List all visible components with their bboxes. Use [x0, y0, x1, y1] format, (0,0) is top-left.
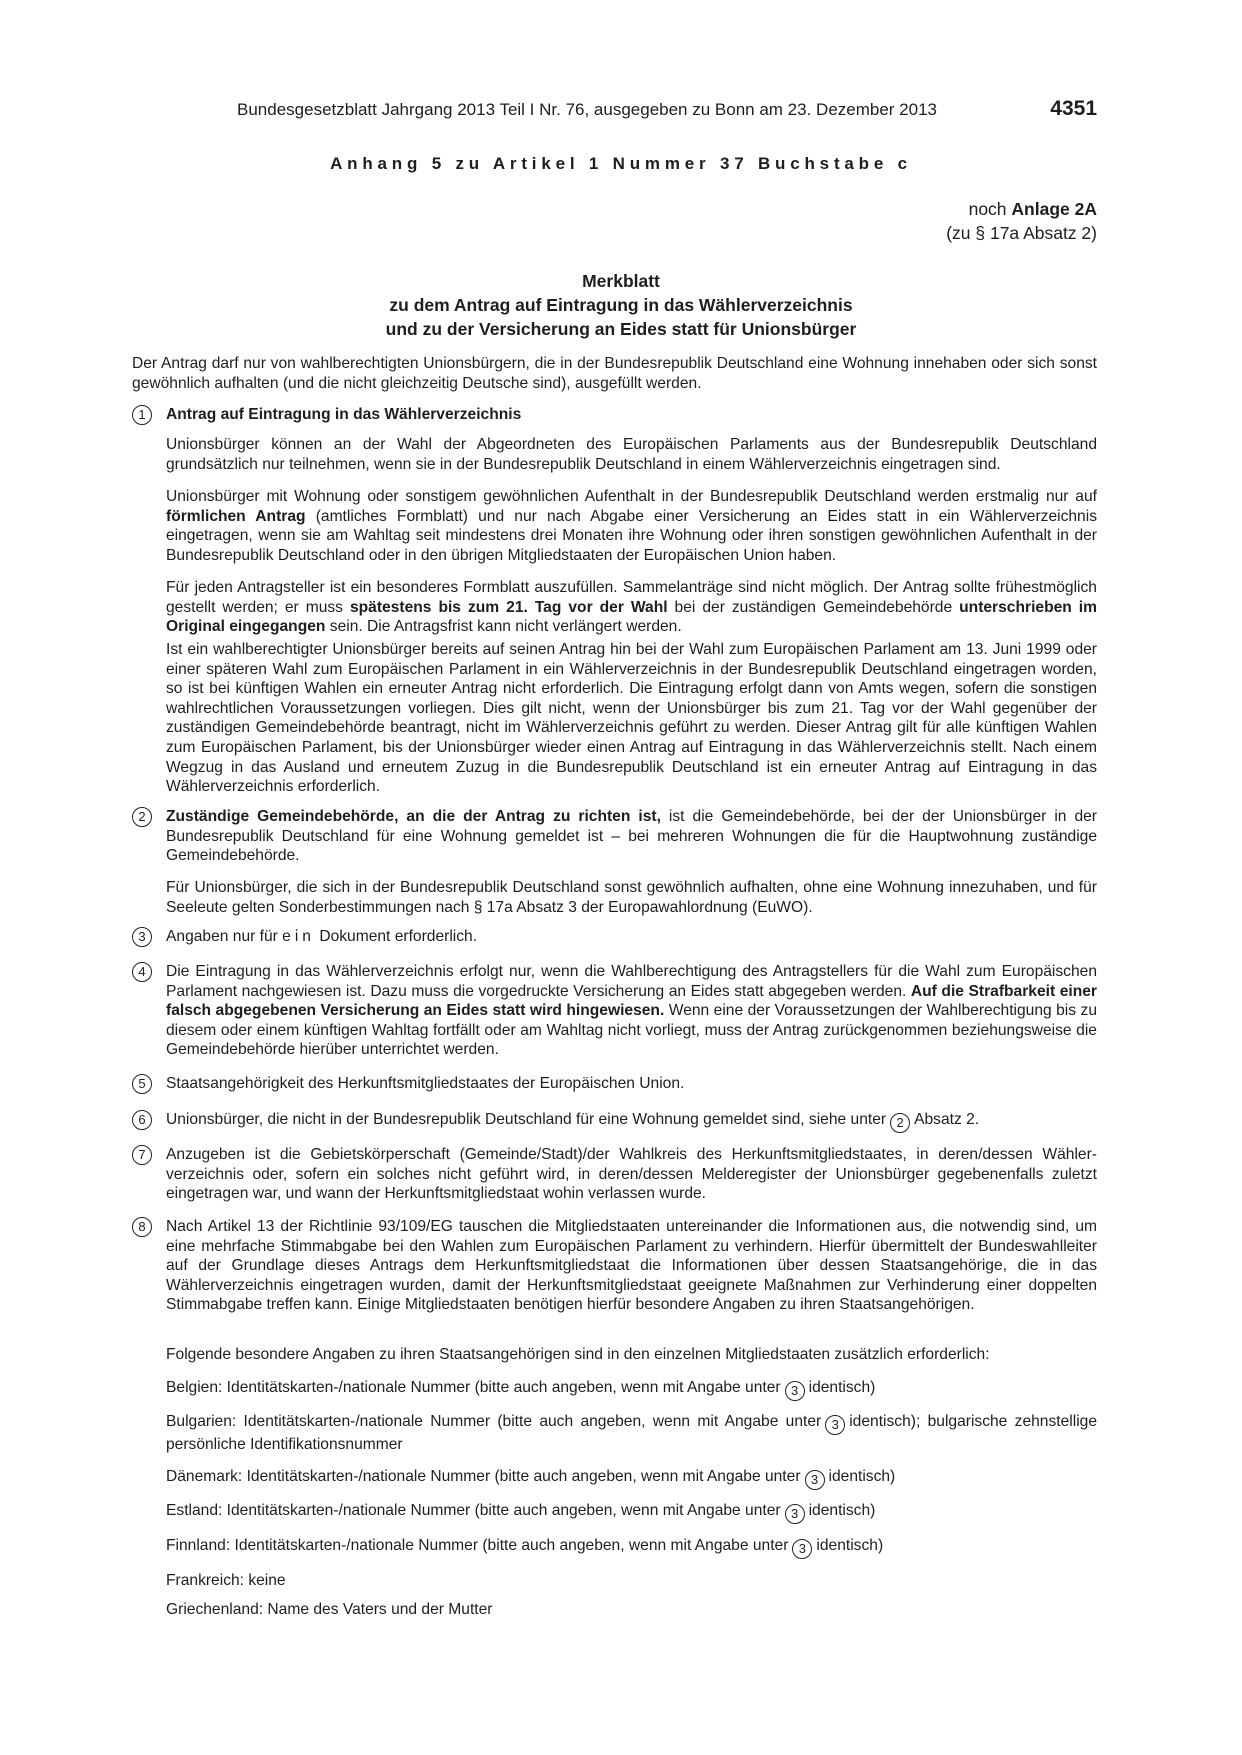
- merkblatt-subtitle-2: und zu der Versicherung an Eides statt für Unionsbürger: [385, 319, 857, 339]
- note-2-p2: Für Unionsbürger, die sich in der Bundesrepublik Deutschland sonst gewöhnlich aufhalten, ohne eine Wohnung innezuhaben, und für Seeleute gelten Sonderbestimmungen nach § 17a Absatz 3 der Europawahlordnung (EuWO).: [166, 879, 1097, 916]
- country-frankreich: Frankreich: keine: [166, 1572, 286, 1589]
- note-3-b: Dokument erforderlich.: [314, 928, 478, 945]
- anlage-name: Anlage 2A: [1011, 199, 1097, 219]
- note-6-body: [166, 1110, 1097, 1133]
- country-daenemark-col: [166, 1467, 1097, 1490]
- country-griechenland: Griechenland: Name des Vaters und der Mutter: [166, 1601, 493, 1618]
- note-4-text: [166, 962, 1097, 1060]
- note-6-text: [166, 1110, 1097, 1133]
- note-3-a: Angaben nur für: [166, 928, 283, 945]
- note-number-badge: 8: [132, 1217, 152, 1237]
- merkblatt-heading: [0, 269, 1242, 341]
- note-1-heading: Antrag auf Eintragung in das Wählerverzeichnis: [166, 406, 522, 423]
- country-finnland-col: [166, 1536, 1097, 1559]
- note-number-badge: 4: [132, 962, 152, 982]
- country-bulgarien: [166, 1412, 1097, 1455]
- note-8-p2-col: [166, 1345, 1097, 1365]
- bulgarien-b: identisch); bulgarische zehnstellige persönliche Identifikationsnummer: [166, 1413, 1098, 1453]
- finnland-a: Finnland: Identitätskarten-/nationale Nummer (bitte auch angeben, wenn mit Angabe unter: [166, 1537, 789, 1554]
- note-2-p1-bold: Zuständige Gemeindebehörde, an die der Antrag zu richten ist,: [166, 808, 661, 825]
- anlage-line: [946, 197, 1097, 221]
- note-8-p1: Nach Artikel 13 der Richtlinie 93/109/EG tauschen die Mitgliedstaaten untereinander die Informationen aus, die notwendig sind, um eine mehrfache Stimmabgabe bei den Wahlen zum Europäischen Parlament zu verhindern. Hierfür übermittelt der Bundeswahlleiter auf der Grundlage dieses Antrags dem Herkunftsmitgliedstaat die Informationen über dessen Staatsangehörige, die in das Wählerverzeichnis eingetragen wurden, damit der Herkunftsmitgliedstaat geeignete Maßnahmen zur Verhinderung einer doppelten Stimmabgabe treffen kann. Einige Mitgliedstaaten benötigen hierfür besondere Angaben zu ihren Staatsangehörigen.: [166, 1218, 1097, 1314]
- note-1-p3-e: sein. Die Antragsfrist kann nicht verlängert werden.: [325, 618, 682, 636]
- note-1-p4: Ist ein wahlberechtigter Unionsbürger bereits auf seinen Antrag hin bei der Wahl zum Europäischen Parlament am 13. Juni 1999 oder einer späteren Wahl zum Europäischen Parlament in ein Wählerverzeichnis in der Bundesrepublik Deutschland eingetragen worden, so ist bei künftigen Wahlen ein erneuter Antrag nicht erforderlich. Die Eintragung erfolgt dann von Amts wegen, sofern die sonstigen wahlrechtlichen Voraussetzungen vorliegen. Dies gilt nicht, wenn der Unionsbürger bis zum 21. Tag vor der Wahl gegenüber der zuständigen Gemeindebehörde beantragt, nicht im Wählerverzeichnis geführt zu werden. Dieser Antrag gilt für alle künftigen Wahlen zum Europäischen Parlament, bis der Unionsbürger wieder einen Antrag auf Eintragung in das Wählerverzeichnis stellt. Nach einem Wegzug in das Ausland und erneutem Zuzug in die Bundesrepublik Deutschland ist ein erneuter Antrag auf Eintragung in das Wählerverzeichnis erforderlich.: [166, 641, 1097, 796]
- intro-paragraph: Der Antrag darf nur von wahlberechtigten Unionsbürgern, die in der Bundesrepublik Deutschland eine Wohnung innehaben oder sich sonst gewöhnlich aufhalten (und die nicht gleichzeitig Deutsche sind), ausgefüllt werden.: [132, 355, 1097, 392]
- merkblatt-title: Merkblatt: [582, 271, 660, 291]
- anlage-paragraph-ref: (zu § 17a Absatz 2): [946, 223, 1097, 243]
- note-number-badge: 1: [132, 405, 152, 425]
- note-4-a: Die Eintragung in das Wählerverzeichnis erfolgt nur, wenn die Wahlberechtigung des Antragstellers für die Wahl zum Europäischen Parlament nachgewiesen ist. Dazu muss die vorgedruckte Versicherung an Eides statt abgegeben werden.: [166, 963, 1097, 1000]
- note-7-text: Anzugeben ist die Gebietskörperschaft (Gemeinde/Stadt)/der Wahlkreis des Herkunftsmitgliedstaates, in deren/dessen Wählerverzeichnis oder, sofern ein solches nicht geführt wird, in deren/dessen Melderegister der Unionsbürger gegebenenfalls zuletzt eingetragen war, und wann der Herkunftsmitgliedstaat wohin verlassen wurde.: [166, 1146, 1097, 1203]
- note-7-body: [166, 1145, 1097, 1204]
- note-1-p3-col: [166, 578, 1097, 637]
- note-1-body: [166, 405, 1097, 425]
- annex-title: Anhang 5 zu Artikel 1 Nummer 37 Buchstabe c: [330, 154, 912, 173]
- note-ref-badge: 2: [890, 1113, 910, 1133]
- finnland-b: identisch): [816, 1537, 884, 1554]
- note-1-p3-a: Für jeden Antragsteller ist ein besonderes Formblatt auszufüllen. Sammelanträge sind nicht möglich. Der Antrag sollte frühestmöglich gestellt werden; er muss: [166, 579, 1097, 616]
- country-estland-col: [166, 1501, 1097, 1524]
- note-ref-badge: 3: [792, 1539, 812, 1559]
- note-number-badge: 3: [132, 927, 152, 947]
- anlage-reference: [946, 197, 1097, 245]
- note-4-b: Wenn eine der Voraussetzungen der Wahlberechtigung bis zu diesem oder einem künftigen Wahltag fortfällt oder am Wahltag nicht vorliegt, muss der Antrag zurückgenommen beziehungsweise die Gemeindebehörde hierüber unterrichtet werden.: [166, 1002, 1097, 1059]
- country-estland: [166, 1501, 1097, 1524]
- note-1-text: [166, 435, 1097, 474]
- country-belgien: [166, 1378, 1097, 1401]
- country-frankreich-col: [166, 1571, 1097, 1591]
- note-6-b: Absatz 2.: [914, 1111, 980, 1128]
- note-ref-badge: 3: [785, 1381, 805, 1401]
- note-1-p2-col: [166, 487, 1097, 565]
- note-number-badge: 5: [132, 1074, 152, 1094]
- running-header: [237, 97, 1097, 122]
- running-title: Bundesgesetzblatt Jahrgang 2013 Teil I Nr. 76, ausgegeben zu Bonn am 23. Dezember 2013: [237, 100, 937, 119]
- note-1-p2-bold: förmlichen Antrag: [166, 507, 306, 525]
- merkblatt-subtitle-1: zu dem Antrag auf Eintragung in das Wählerverzeichnis: [389, 295, 853, 315]
- note-2-p1-rest: ist die Gemeindebehörde, bei der der Unionsbürger in der Bundesrepublik Deutschland für eine Wohnung gemeldet ist – bei mehreren Wohnungen die für die Hauptwohnung zuständige Gemeindebehörde.: [166, 808, 1098, 865]
- note-1-p3-c: bei der zuständigen Gemeindebehörde: [667, 598, 960, 616]
- note-1-p2: [166, 487, 1097, 565]
- note-1-p2-c: (amtliches Formblatt) und nur nach Abgabe einer Versicherung an Eides statt in ein Wählerverzeichnis eingetragen, wenn sie am Wahltag seit mindestens drei Monaten ihre Wohnung oder ihren sonstigen gewöhnlichen Aufenthalt in der Bundesrepublik Deutschland oder in den übrigen Mitgliedstaaten der Europäischen Union haben.: [166, 507, 1097, 564]
- note-number-badge: 7: [132, 1145, 152, 1165]
- note-2-p2-col: [166, 878, 1097, 917]
- belgien-b: identisch): [808, 1379, 876, 1396]
- note-1-p2-a: Unionsbürger mit Wohnung oder sonstigem gewöhnlichen Aufenthalt in der Bundesrepublik Deutschland werden erstmalig nur auf: [166, 488, 1097, 505]
- bulgarien-a: Bulgarien: Identitätskarten-/nationale Nummer (bitte auch angeben, wenn mit Angabe unter: [166, 1413, 822, 1430]
- note-1-p3-bold-signed: unterschrieben im Original eingegangen: [166, 598, 1097, 636]
- country-finnland: [166, 1536, 1097, 1559]
- note-1-p3-bold-deadline: spätestens bis zum 21. Tag vor der Wahl: [349, 598, 668, 616]
- note-4-bold: Auf die Strafbarkeit einer falsch abgegebenen Versicherung an Eides statt wird hingewiesen.: [166, 982, 1097, 1020]
- daenemark-a: Dänemark: Identitätskarten-/nationale Nummer (bitte auch angeben, wenn mit Angabe unter: [166, 1468, 801, 1485]
- country-daenemark: [166, 1467, 1097, 1490]
- anlage-prefix: noch: [968, 199, 1007, 219]
- country-bulgarien-col: [166, 1412, 1097, 1455]
- note-ref-badge: 3: [825, 1415, 845, 1435]
- note-ref-badge: 3: [785, 1504, 805, 1524]
- page-number: 4351: [1050, 97, 1097, 120]
- estland-b: identisch): [808, 1502, 876, 1519]
- note-3-spaced: ein: [282, 928, 315, 945]
- estland-a: Estland: Identitätskarten-/nationale Nummer (bitte auch angeben, wenn mit Angabe unter: [166, 1502, 781, 1519]
- country-griechenland-col: [166, 1600, 1097, 1620]
- note-6-a: Unionsbürger, die nicht in der Bundesrepublik Deutschland für eine Wohnung gemeldet sind, siehe unter: [166, 1111, 887, 1128]
- note-number-badge: 6: [132, 1110, 152, 1130]
- note-8-body: [166, 1217, 1097, 1315]
- note-5-body: [166, 1074, 1097, 1094]
- daenemark-b: identisch): [828, 1468, 896, 1485]
- note-2-p1: [166, 807, 1097, 866]
- note-4-body: [166, 962, 1097, 1060]
- belgien-a: Belgien: Identitätskarten-/nationale Nummer (bitte auch angeben, wenn mit Angabe unter: [166, 1379, 781, 1396]
- note-number-badge: 2: [132, 807, 152, 827]
- note-ref-badge: 3: [805, 1470, 825, 1490]
- note-3-body: [166, 927, 1097, 947]
- note-5-text: Staatsangehörigkeit des Herkunftsmitgliedstaates der Europäischen Union.: [166, 1075, 685, 1092]
- note-1-p4-col: [166, 640, 1097, 797]
- note-2-body: [166, 807, 1097, 866]
- note-8-p2: Folgende besondere Angaben zu ihren Staatsangehörigen sind in den einzelnen Mitgliedstaaten zusätzlich erforderlich:: [166, 1346, 990, 1363]
- note-1-p3: [166, 578, 1097, 637]
- country-belgien-col: [166, 1378, 1097, 1401]
- note-1-p1: Unionsbürger können an der Wahl der Abgeordneten des Europäischen Parlaments aus der Bundesrepublik Deutschland grundsätzlich nur teilnehmen, wenn sie in der Bundesrepublik Deutschland in einem Wählerverzeichnis eingetragen sind.: [166, 436, 1097, 473]
- note-3-text: [166, 927, 1097, 947]
